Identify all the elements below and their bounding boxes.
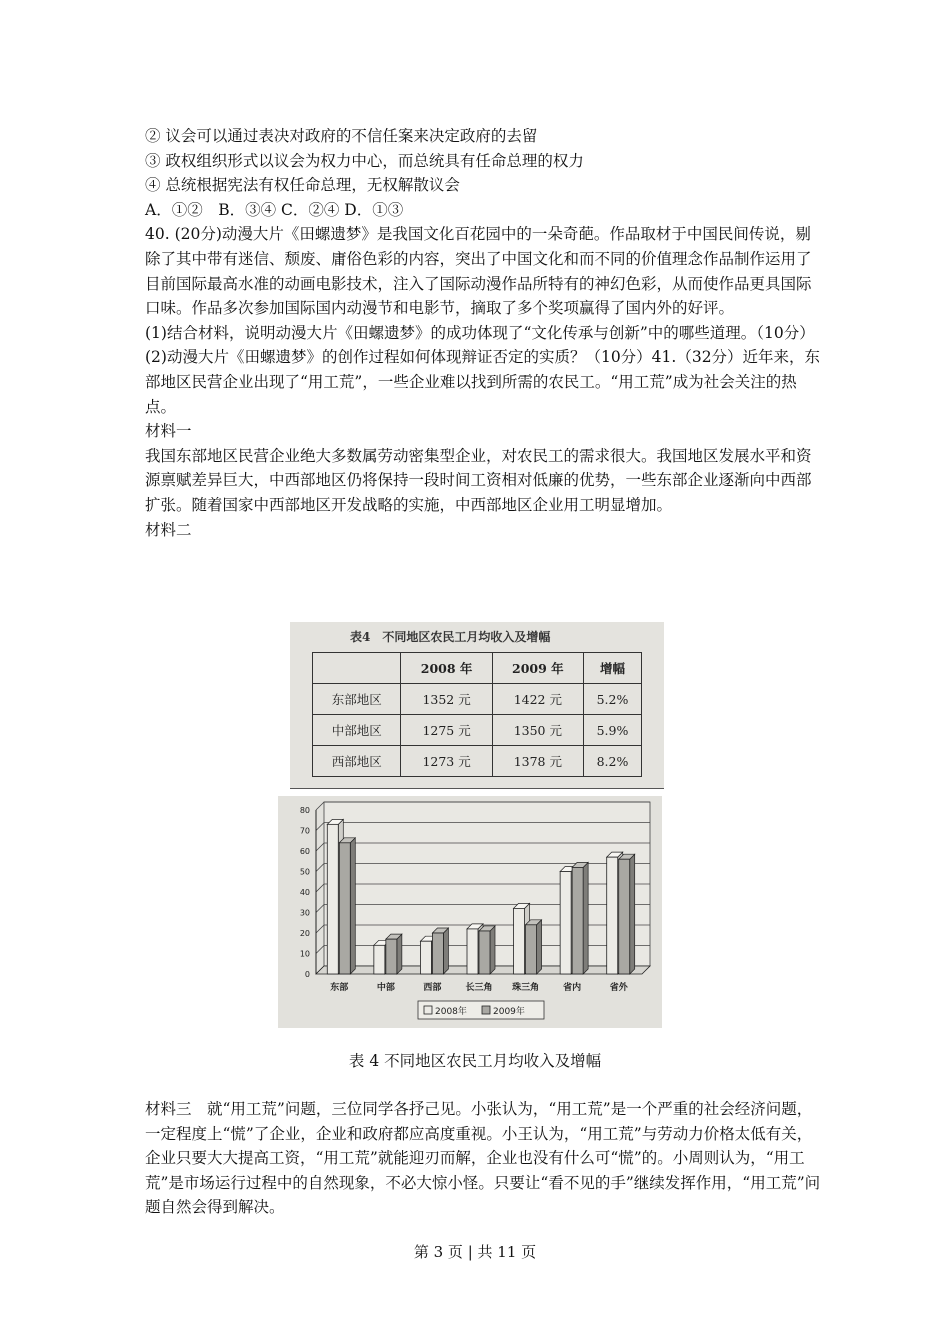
- material-3-text: 材料三 就“用工荒”问题，三位同学各抒己见。小张认为，“用工荒”是一个严重的社会经济问题，一定程度上“慌”了企业，企业和政府都应高度重视。小王认为，“用工荒”与劳动力价格太低有关，企业只要大大提高工资，“用工荒”就能迎刃而解，企业也没有什么可“慌”的。小周则认为，“用工荒”是市场运行过程中的自然现象，不必大惊小怪。只要让“看不见的手”继续发挥作用，“用工荒”问题自然会得到解决。: [145, 1100, 821, 1217]
- bar-side: [490, 926, 495, 974]
- bar-2008年-省内: [560, 872, 571, 975]
- page-footer: 第 3 页 | 共 11 页: [413, 1243, 537, 1261]
- bar-2008年-东部: [327, 824, 338, 974]
- bar-2008年-西部: [420, 941, 431, 974]
- bar-2008年-省外: [607, 857, 618, 974]
- question-40-part-1: (1)结合材料，说明动漫大片《田螺遗梦》的成功体现了“文化传承与创新”中的哪些道理。（10分）: [145, 323, 815, 342]
- table-row: [313, 684, 642, 715]
- gridline-depth: [316, 802, 324, 810]
- option-3-statement: ③ 政权组织形式以议会为权力中心，而总统具有任命总理的权力: [145, 151, 584, 170]
- table-row: [313, 715, 642, 746]
- y-tick-label: 20: [299, 929, 310, 938]
- table-cell: 5.2%: [583, 684, 641, 715]
- table-cell: 5.9%: [583, 715, 641, 746]
- table-cell: 西部地区: [313, 746, 401, 777]
- bar-2009年-省外: [619, 859, 630, 974]
- x-category-label: 省内: [563, 983, 582, 993]
- x-category-label: 东部: [330, 983, 349, 993]
- gridline-depth: [316, 823, 324, 831]
- bar-side: [630, 854, 635, 974]
- option-4-statement: ④ 总统根据宪法有权任命总理，无权解散议会: [145, 176, 460, 195]
- option-2-statement: ② 议会可以通过表决对政府的不信任案来决定政府的去留: [145, 127, 538, 145]
- bar-side: [583, 862, 588, 974]
- x-category-label: 西部: [423, 983, 442, 993]
- income-table-figure: [290, 622, 664, 789]
- gridline-depth: [316, 843, 324, 851]
- bar-2009年-长三角: [479, 931, 490, 974]
- table-cell: 东部地区: [313, 684, 401, 715]
- table-cell: 1352 元: [401, 684, 492, 715]
- x-category-label: 长三角: [465, 983, 493, 993]
- y-tick-label: 30: [299, 908, 310, 918]
- bar-2008年-长三角: [467, 929, 478, 974]
- bar-2009年-珠三角: [526, 925, 537, 974]
- table-row: [313, 746, 642, 777]
- y-tick-label: 80: [299, 806, 310, 815]
- y-tick-label: 40: [299, 888, 310, 897]
- material-3: [145, 1097, 825, 1220]
- figure-caption: 表 4 不同地区农民工月均收入及增幅: [348, 1052, 602, 1070]
- x-category-label: 中部: [376, 983, 395, 993]
- bar-side: [537, 920, 542, 974]
- legend-swatch: [482, 1006, 490, 1014]
- gridline-depth: [316, 925, 324, 933]
- table-cell: 1378 元: [492, 746, 583, 777]
- income-table: [312, 652, 642, 777]
- y-tick-label: 60: [299, 847, 310, 856]
- question-40-stem: 40. (20分)动漫大片《田螺遗梦》是我国文化百花园中的一朵奇葩。作品取材于中国民间传说，剔除了其中带有迷信、颓废、庸俗色彩的内容，突出了中国文化和而不同的价值理念作品制作运用了目前国际最高水准的动画电影技术，注入了国际动漫作品所特有的神幻色彩，从而使作品更具国际口味。作品多次参加国际国内动漫节和电影节，摘取了多个奖项赢得了国内外的好评。: [145, 225, 812, 318]
- table-header-cell: 2009 年: [492, 653, 583, 684]
- table-header-row: [313, 653, 642, 684]
- x-category-label: 省外: [609, 983, 628, 993]
- bar-2009年-西部: [432, 933, 443, 974]
- question-text-top: [145, 124, 825, 542]
- bar-2009年-中部: [386, 939, 397, 974]
- bar-2009年-东部: [339, 843, 350, 974]
- table-cell: 1275 元: [401, 715, 492, 746]
- gridline-depth: [316, 946, 324, 954]
- bar-side: [397, 934, 402, 974]
- material-2-heading: 材料二: [145, 520, 192, 539]
- material-1-text: 我国东部地区民营企业绝大多数属劳动密集型企业，对农民工的需求很大。我国地区发展水平和资源禀赋差异巨大，中西部地区仍将保持一段时间工资相对低廉的优势，一些东部企业逐渐向中西部扩张。随着国家中西部地区开发战略的实施，中西部地区企业用工明显增加。: [145, 446, 812, 514]
- table-cell: 中部地区: [313, 715, 401, 746]
- x-category-label: 珠三角: [512, 983, 540, 993]
- bar-2008年-中部: [374, 945, 385, 974]
- material-1-heading: 材料一: [145, 422, 192, 441]
- table-header-cell: [313, 653, 401, 684]
- answer-choices: A．①② B．③④ C．②④ D．①③: [145, 200, 404, 219]
- y-tick-label: 50: [299, 867, 310, 877]
- table-header-cell: 2008 年: [401, 653, 492, 684]
- gridline-depth: [316, 905, 324, 913]
- bar-side: [443, 928, 448, 974]
- legend-label: 2008年: [435, 1007, 467, 1017]
- question-40-part-2-and-41-intro: (2)动漫大片《田螺遗梦》的创作过程如何体现辩证否定的实质？（10分）41.（32分）近年来，东部地区民营企业出现了“用工荒”，一些企业难以找到所需的农民工。“用工荒”成为社会关注的热点。: [145, 348, 821, 416]
- bar-2008年-珠三角: [514, 908, 525, 974]
- legend-label: 2009年: [493, 1007, 525, 1017]
- gridline-depth: [316, 884, 324, 892]
- bar-2009年-省内: [572, 867, 583, 974]
- table-cell: 1350 元: [492, 715, 583, 746]
- table-header-cell: 增幅: [583, 653, 641, 684]
- table-cell: 8.2%: [583, 746, 641, 777]
- table-cell: 1273 元: [401, 746, 492, 777]
- legend-swatch: [424, 1006, 432, 1014]
- table-caption: 表4 不同地区农民工月均收入及增幅: [350, 630, 551, 644]
- table-cell: 1422 元: [492, 684, 583, 715]
- bar-chart-svg: [278, 796, 662, 1028]
- gridline-depth: [316, 864, 324, 872]
- y-tick-label: 0: [304, 970, 310, 979]
- income-bar-chart: [278, 796, 662, 1028]
- bar-side: [350, 838, 355, 974]
- y-tick-label: 70: [299, 826, 310, 836]
- y-tick-label: 10: [299, 949, 310, 959]
